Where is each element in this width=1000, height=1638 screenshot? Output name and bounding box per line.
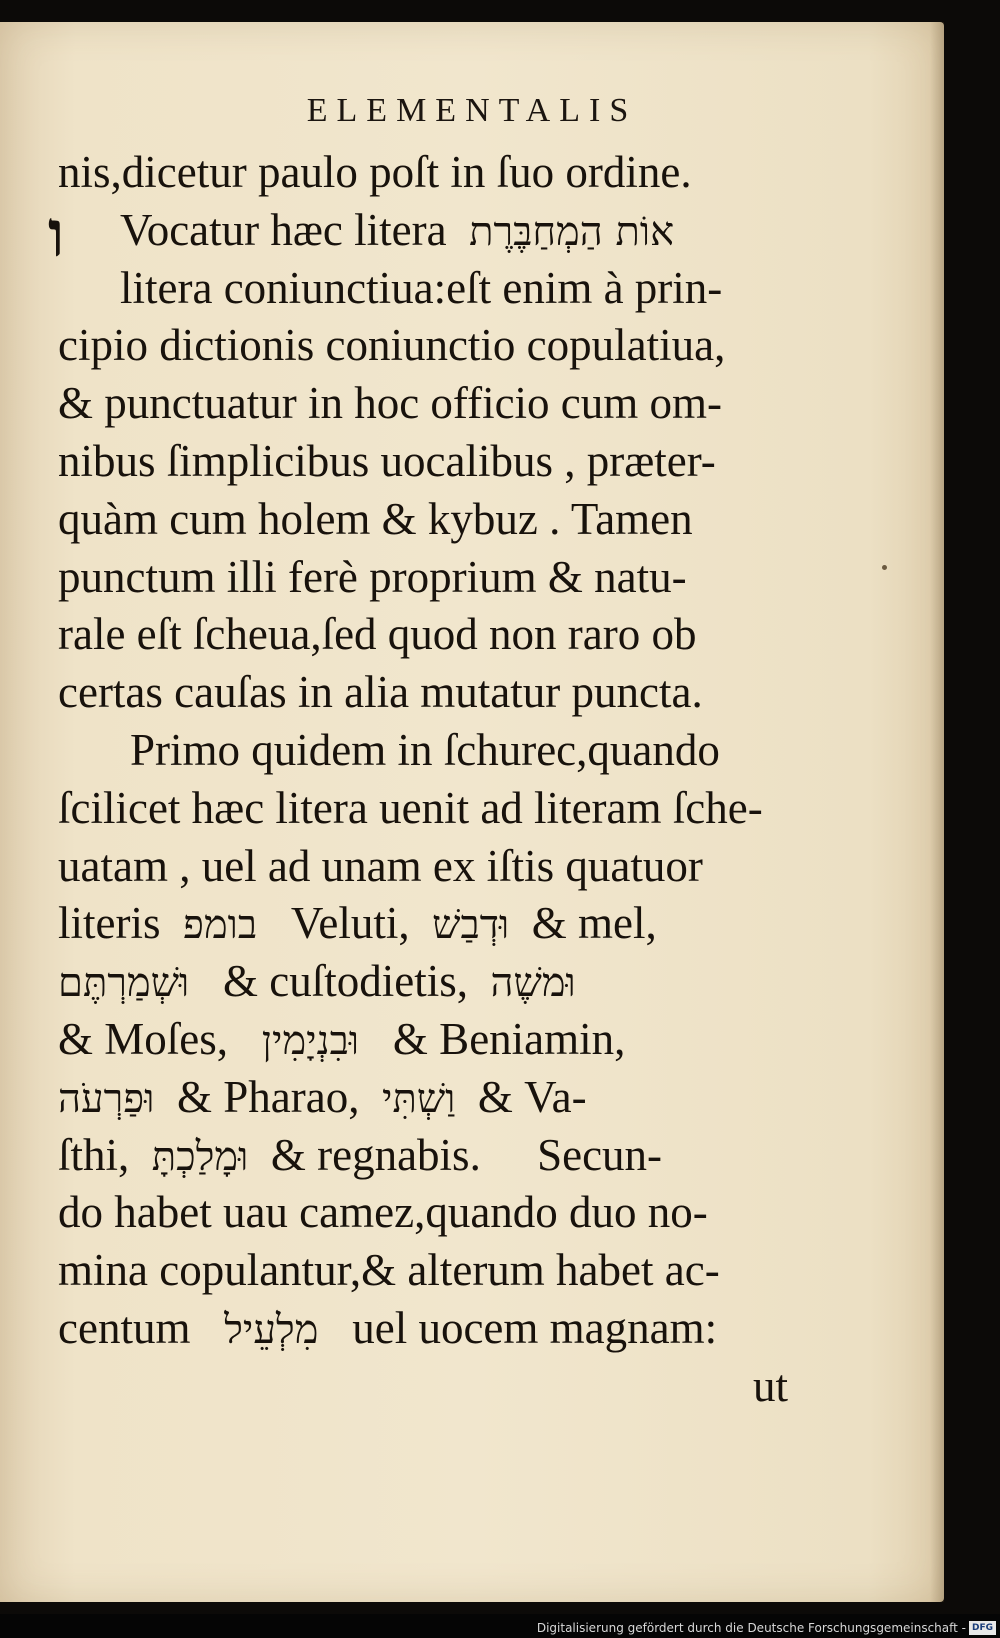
text-line: certas cauſas in alia mutatur puncta. — [58, 667, 703, 718]
paper-speck — [882, 565, 887, 570]
text-line: ſthi, וּמָלַכְתָּ & regnabis. Secun- — [58, 1129, 663, 1180]
hebrew-word: וּשְׁמַרְתֶּם — [58, 960, 190, 1007]
text-line: & punctuatur in hoc officio cum om- — [58, 378, 723, 429]
text-line: punctum illi ferè proprium & natu- — [58, 551, 687, 602]
hebrew-word: וּפַרְעֹה — [58, 1075, 155, 1122]
text-line: mina copulantur,& alterum habet ac- — [58, 1245, 720, 1296]
text-line: uatam , uel ad unam ex iſtis quatuor — [58, 840, 703, 891]
digitization-footer — [0, 1614, 1000, 1638]
text-line: & Moſes, וּבִנְיָמִין & Beniamin, — [58, 1013, 626, 1064]
text-line: nis,dicetur paulo poſt in ſuo ordine. — [58, 147, 692, 197]
text-line: nibus ſimplicibus uocalibus , præter- — [58, 435, 716, 486]
catchword: ut — [752, 1360, 788, 1411]
hebrew-word: וּדְבַשׁ — [432, 902, 510, 949]
text-line: cipio dictionis coniunctio copulatiua, — [58, 320, 726, 371]
dfg-logo-icon: DFG — [969, 1621, 996, 1635]
hebrew-word: וּמשֶׁה — [490, 960, 576, 1007]
hebrew-phrase: אוֹת הַמְחַבֶּרֶת — [469, 208, 675, 255]
text-line: וּפַרְעֹה & Pharao, וַשְׁתִּי & Va- — [58, 1071, 587, 1122]
hebrew-initial-letter: ו — [48, 197, 65, 272]
page-edge-shadow — [930, 22, 944, 1602]
text-line: quàm cum holem & kybuz . Tamen — [58, 493, 693, 544]
hebrew-word: וּמָלַכְתָּ — [151, 1133, 249, 1180]
text-line: literis בומפ Veluti, וּדְבַשׁ & mel, — [58, 898, 657, 949]
text-line: litera coniunctiua:eſt enim à prin- — [120, 262, 723, 313]
running-head: ELEMENTALIS — [306, 92, 638, 129]
hebrew-word: מִלְעֵיל — [224, 1306, 319, 1353]
hebrew-word: בומפ — [182, 902, 258, 949]
book-page — [0, 22, 944, 1602]
body-text — [58, 144, 788, 1416]
text-line: Primo quidem in ſchurec,quando — [130, 724, 720, 775]
text-line: Vocatur hæc litera אוֹת הַמְחַבֶּרֶת — [120, 204, 675, 255]
text-line: ſcilicet hæc litera uenit ad literam ſche- — [58, 782, 763, 833]
text-line: do habet uau camez,quando duo no- — [58, 1187, 708, 1238]
text-line: וּשְׁמַרְתֶּם & cuſtodietis, וּמשֶׁה — [58, 956, 576, 1007]
hebrew-word: וּבִנְיָמִין — [261, 1017, 360, 1064]
text-line: centum מִלְעֵיל uel uocem magnam: — [58, 1302, 718, 1353]
text-line: rale eſt ſcheua,ſed quod non raro ob — [58, 609, 697, 660]
hebrew-word: וַשְׁתִּי — [381, 1075, 456, 1122]
footer-credit: Digitalisierung gefördert durch die Deutsche Forschungsgemeinschaft - — [536, 1621, 966, 1635]
